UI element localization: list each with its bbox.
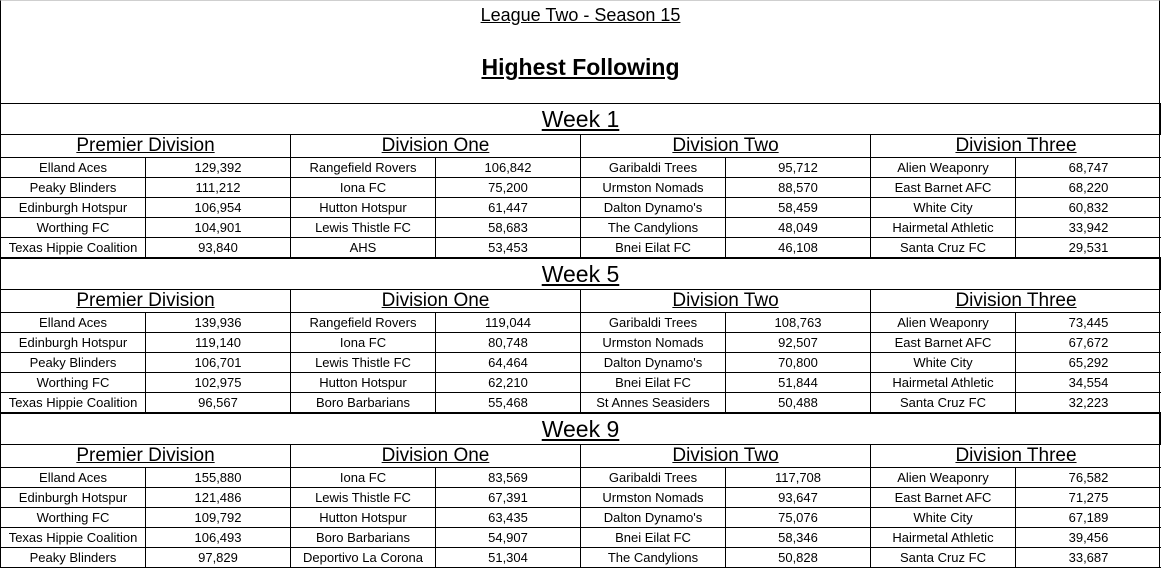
following-value-cell[interactable]: 102,975	[146, 373, 291, 393]
team-name-cell[interactable]: Garibaldi Trees	[581, 468, 726, 488]
following-value-cell[interactable]: 93,840	[146, 238, 291, 258]
division-header-row	[1, 135, 1161, 158]
table-row	[1, 238, 1161, 258]
week-block	[0, 258, 1161, 413]
team-name-cell[interactable]: Deportivo La Corona	[291, 548, 436, 568]
team-name-cell[interactable]: Lewis Thistle FC	[291, 218, 436, 238]
table-row	[1, 373, 1161, 393]
team-name-cell[interactable]: Elland Aces	[1, 313, 146, 333]
team-name-cell[interactable]: Alien Weaponry	[871, 313, 1016, 333]
following-value-cell[interactable]: 67,672	[1016, 333, 1161, 353]
table-row	[1, 488, 1161, 508]
table-row	[1, 528, 1161, 548]
division-header[interactable]: Premier Division	[1, 445, 291, 468]
page-title: Highest Following	[481, 54, 680, 80]
team-name-cell[interactable]: Hairmetal Athletic	[871, 528, 1016, 548]
team-name-cell[interactable]: Peaky Blinders	[1, 548, 146, 568]
team-name-cell[interactable]: Hutton Hotspur	[291, 373, 436, 393]
table-row	[1, 508, 1161, 528]
following-value-cell[interactable]: 95,712	[726, 158, 871, 178]
team-name-cell[interactable]: East Barnet AFC	[871, 333, 1016, 353]
week-table	[0, 134, 1161, 258]
team-name-cell[interactable]: Garibaldi Trees	[581, 158, 726, 178]
following-value-cell[interactable]: 34,554	[1016, 373, 1161, 393]
division-header[interactable]: Division Two	[581, 135, 871, 158]
following-value-cell[interactable]: 68,220	[1016, 178, 1161, 198]
team-name-cell[interactable]: Santa Cruz FC	[871, 238, 1016, 258]
team-name-cell[interactable]: Peaky Blinders	[1, 178, 146, 198]
team-name-cell[interactable]: Worthing FC	[1, 373, 146, 393]
following-value-cell[interactable]: 54,907	[436, 528, 581, 548]
team-name-cell[interactable]: East Barnet AFC	[871, 488, 1016, 508]
team-name-cell[interactable]: Dalton Dynamo's	[581, 353, 726, 373]
team-name-cell[interactable]: St Annes Seasiders	[581, 393, 726, 413]
team-name-cell[interactable]: Rangefield Rovers	[291, 313, 436, 333]
team-name-cell[interactable]: Urmston Nomads	[581, 178, 726, 198]
table-row	[1, 468, 1161, 488]
table-row	[1, 198, 1161, 218]
following-value-cell[interactable]: 33,942	[1016, 218, 1161, 238]
division-header[interactable]: Premier Division	[1, 135, 291, 158]
team-name-cell[interactable]: Texas Hippie Coalition	[1, 393, 146, 413]
division-header[interactable]: Premier Division	[1, 290, 291, 313]
team-name-cell[interactable]: Edinburgh Hotspur	[1, 333, 146, 353]
team-name-cell[interactable]: Hairmetal Athletic	[871, 218, 1016, 238]
division-header[interactable]: Division Two	[581, 445, 871, 468]
following-value-cell[interactable]: 155,880	[146, 468, 291, 488]
team-name-cell[interactable]: Alien Weaponry	[871, 158, 1016, 178]
team-name-cell[interactable]: The Candylions	[581, 218, 726, 238]
following-value-cell[interactable]: 65,292	[1016, 353, 1161, 373]
following-value-cell[interactable]: 93,647	[726, 488, 871, 508]
team-name-cell[interactable]: Dalton Dynamo's	[581, 198, 726, 218]
following-value-cell[interactable]: 75,200	[436, 178, 581, 198]
team-name-cell[interactable]: Bnei Eilat FC	[581, 238, 726, 258]
following-value-cell[interactable]: 117,708	[726, 468, 871, 488]
team-name-cell[interactable]: Hutton Hotspur	[291, 508, 436, 528]
week-table	[0, 444, 1161, 568]
team-name-cell[interactable]: Urmston Nomads	[581, 333, 726, 353]
following-value-cell[interactable]: 106,493	[146, 528, 291, 548]
following-value-cell[interactable]: 119,044	[436, 313, 581, 333]
team-name-cell[interactable]: Lewis Thistle FC	[291, 353, 436, 373]
following-value-cell[interactable]: 73,445	[1016, 313, 1161, 333]
league-title: League Two - Season 15	[480, 5, 681, 25]
following-value-cell[interactable]: 139,936	[146, 313, 291, 333]
following-value-cell[interactable]: 50,828	[726, 548, 871, 568]
table-row	[1, 353, 1161, 373]
following-value-cell[interactable]: 58,346	[726, 528, 871, 548]
team-name-cell[interactable]: Hairmetal Athletic	[871, 373, 1016, 393]
table-row	[1, 178, 1161, 198]
following-value-cell[interactable]: 71,275	[1016, 488, 1161, 508]
week-title: Week 5	[0, 258, 1161, 289]
following-value-cell[interactable]: 106,701	[146, 353, 291, 373]
week-block	[0, 103, 1161, 258]
following-value-cell[interactable]: 58,683	[436, 218, 581, 238]
following-value-cell[interactable]: 129,392	[146, 158, 291, 178]
team-name-cell[interactable]: Lewis Thistle FC	[291, 488, 436, 508]
following-value-cell[interactable]: 55,468	[436, 393, 581, 413]
following-value-cell[interactable]: 67,391	[436, 488, 581, 508]
following-value-cell[interactable]: 80,748	[436, 333, 581, 353]
following-value-cell[interactable]: 53,453	[436, 238, 581, 258]
team-name-cell[interactable]: East Barnet AFC	[871, 178, 1016, 198]
table-row	[1, 158, 1161, 178]
team-name-cell[interactable]: Iona FC	[291, 333, 436, 353]
team-name-cell[interactable]: Texas Hippie Coalition	[1, 238, 146, 258]
team-name-cell[interactable]: Dalton Dynamo's	[581, 508, 726, 528]
team-name-cell[interactable]: Santa Cruz FC	[871, 548, 1016, 568]
division-header[interactable]: Division One	[291, 135, 581, 158]
table-row	[1, 333, 1161, 353]
week-title: Week 1	[0, 103, 1161, 134]
following-value-cell[interactable]: 33,687	[1016, 548, 1161, 568]
division-header[interactable]: Division Two	[581, 290, 871, 313]
week-title: Week 9	[0, 413, 1161, 444]
following-value-cell[interactable]: 60,832	[1016, 198, 1161, 218]
following-value-cell[interactable]: 32,223	[1016, 393, 1161, 413]
team-name-cell[interactable]: Elland Aces	[1, 158, 146, 178]
division-header[interactable]: Division Three	[871, 135, 1161, 158]
following-value-cell[interactable]: 51,844	[726, 373, 871, 393]
team-name-cell[interactable]: White City	[871, 508, 1016, 528]
following-value-cell[interactable]: 83,569	[436, 468, 581, 488]
following-value-cell[interactable]: 111,212	[146, 178, 291, 198]
team-name-cell[interactable]: AHS	[291, 238, 436, 258]
following-value-cell[interactable]: 61,447	[436, 198, 581, 218]
following-value-cell[interactable]: 50,488	[726, 393, 871, 413]
team-name-cell[interactable]: Iona FC	[291, 178, 436, 198]
team-name-cell[interactable]: Rangefield Rovers	[291, 158, 436, 178]
division-header[interactable]: Division One	[291, 445, 581, 468]
team-name-cell[interactable]: Elland Aces	[1, 468, 146, 488]
following-value-cell[interactable]: 51,304	[436, 548, 581, 568]
following-value-cell[interactable]: 104,901	[146, 218, 291, 238]
following-value-cell[interactable]: 68,747	[1016, 158, 1161, 178]
following-value-cell[interactable]: 92,507	[726, 333, 871, 353]
division-header[interactable]: Division Three	[871, 290, 1161, 313]
following-value-cell[interactable]: 121,486	[146, 488, 291, 508]
following-value-cell[interactable]: 63,435	[436, 508, 581, 528]
following-value-cell[interactable]: 46,108	[726, 238, 871, 258]
following-value-cell[interactable]: 97,829	[146, 548, 291, 568]
team-name-cell[interactable]: Urmston Nomads	[581, 488, 726, 508]
table-row	[1, 313, 1161, 333]
table-row	[1, 218, 1161, 238]
team-name-cell[interactable]: White City	[871, 198, 1016, 218]
team-name-cell[interactable]: Texas Hippie Coalition	[1, 528, 146, 548]
following-value-cell[interactable]: 67,189	[1016, 508, 1161, 528]
following-value-cell[interactable]: 64,464	[436, 353, 581, 373]
table-row	[1, 548, 1161, 568]
following-value-cell[interactable]: 58,459	[726, 198, 871, 218]
team-name-cell[interactable]: Boro Barbarians	[291, 393, 436, 413]
team-name-cell[interactable]: Boro Barbarians	[291, 528, 436, 548]
team-name-cell[interactable]: Edinburgh Hotspur	[1, 488, 146, 508]
team-name-cell[interactable]: Edinburgh Hotspur	[1, 198, 146, 218]
team-name-cell[interactable]: Garibaldi Trees	[581, 313, 726, 333]
team-name-cell[interactable]: Alien Weaponry	[871, 468, 1016, 488]
team-name-cell[interactable]: Worthing FC	[1, 218, 146, 238]
team-name-cell[interactable]: Santa Cruz FC	[871, 393, 1016, 413]
team-name-cell[interactable]: Peaky Blinders	[1, 353, 146, 373]
following-value-cell[interactable]: 109,792	[146, 508, 291, 528]
following-value-cell[interactable]: 88,570	[726, 178, 871, 198]
division-header-row	[1, 445, 1161, 468]
team-name-cell[interactable]: The Candylions	[581, 548, 726, 568]
team-name-cell[interactable]: Hutton Hotspur	[291, 198, 436, 218]
week-table	[0, 289, 1161, 413]
team-name-cell[interactable]: Bnei Eilat FC	[581, 373, 726, 393]
following-value-cell[interactable]: 106,842	[436, 158, 581, 178]
team-name-cell[interactable]: White City	[871, 353, 1016, 373]
team-name-cell[interactable]: Iona FC	[291, 468, 436, 488]
following-value-cell[interactable]: 62,210	[436, 373, 581, 393]
table-row	[1, 393, 1161, 413]
following-value-cell[interactable]: 76,582	[1016, 468, 1161, 488]
following-value-cell[interactable]: 75,076	[726, 508, 871, 528]
following-value-cell[interactable]: 96,567	[146, 393, 291, 413]
division-header[interactable]: Division Three	[871, 445, 1161, 468]
following-value-cell[interactable]: 70,800	[726, 353, 871, 373]
team-name-cell[interactable]: Bnei Eilat FC	[581, 528, 726, 548]
following-value-cell[interactable]: 119,140	[146, 333, 291, 353]
following-value-cell[interactable]: 106,954	[146, 198, 291, 218]
team-name-cell[interactable]: Worthing FC	[1, 508, 146, 528]
following-value-cell[interactable]: 48,049	[726, 218, 871, 238]
following-value-cell[interactable]: 108,763	[726, 313, 871, 333]
following-value-cell[interactable]: 29,531	[1016, 238, 1161, 258]
division-header-row	[1, 290, 1161, 313]
division-header[interactable]: Division One	[291, 290, 581, 313]
week-block	[0, 413, 1161, 568]
following-value-cell[interactable]: 39,456	[1016, 528, 1161, 548]
